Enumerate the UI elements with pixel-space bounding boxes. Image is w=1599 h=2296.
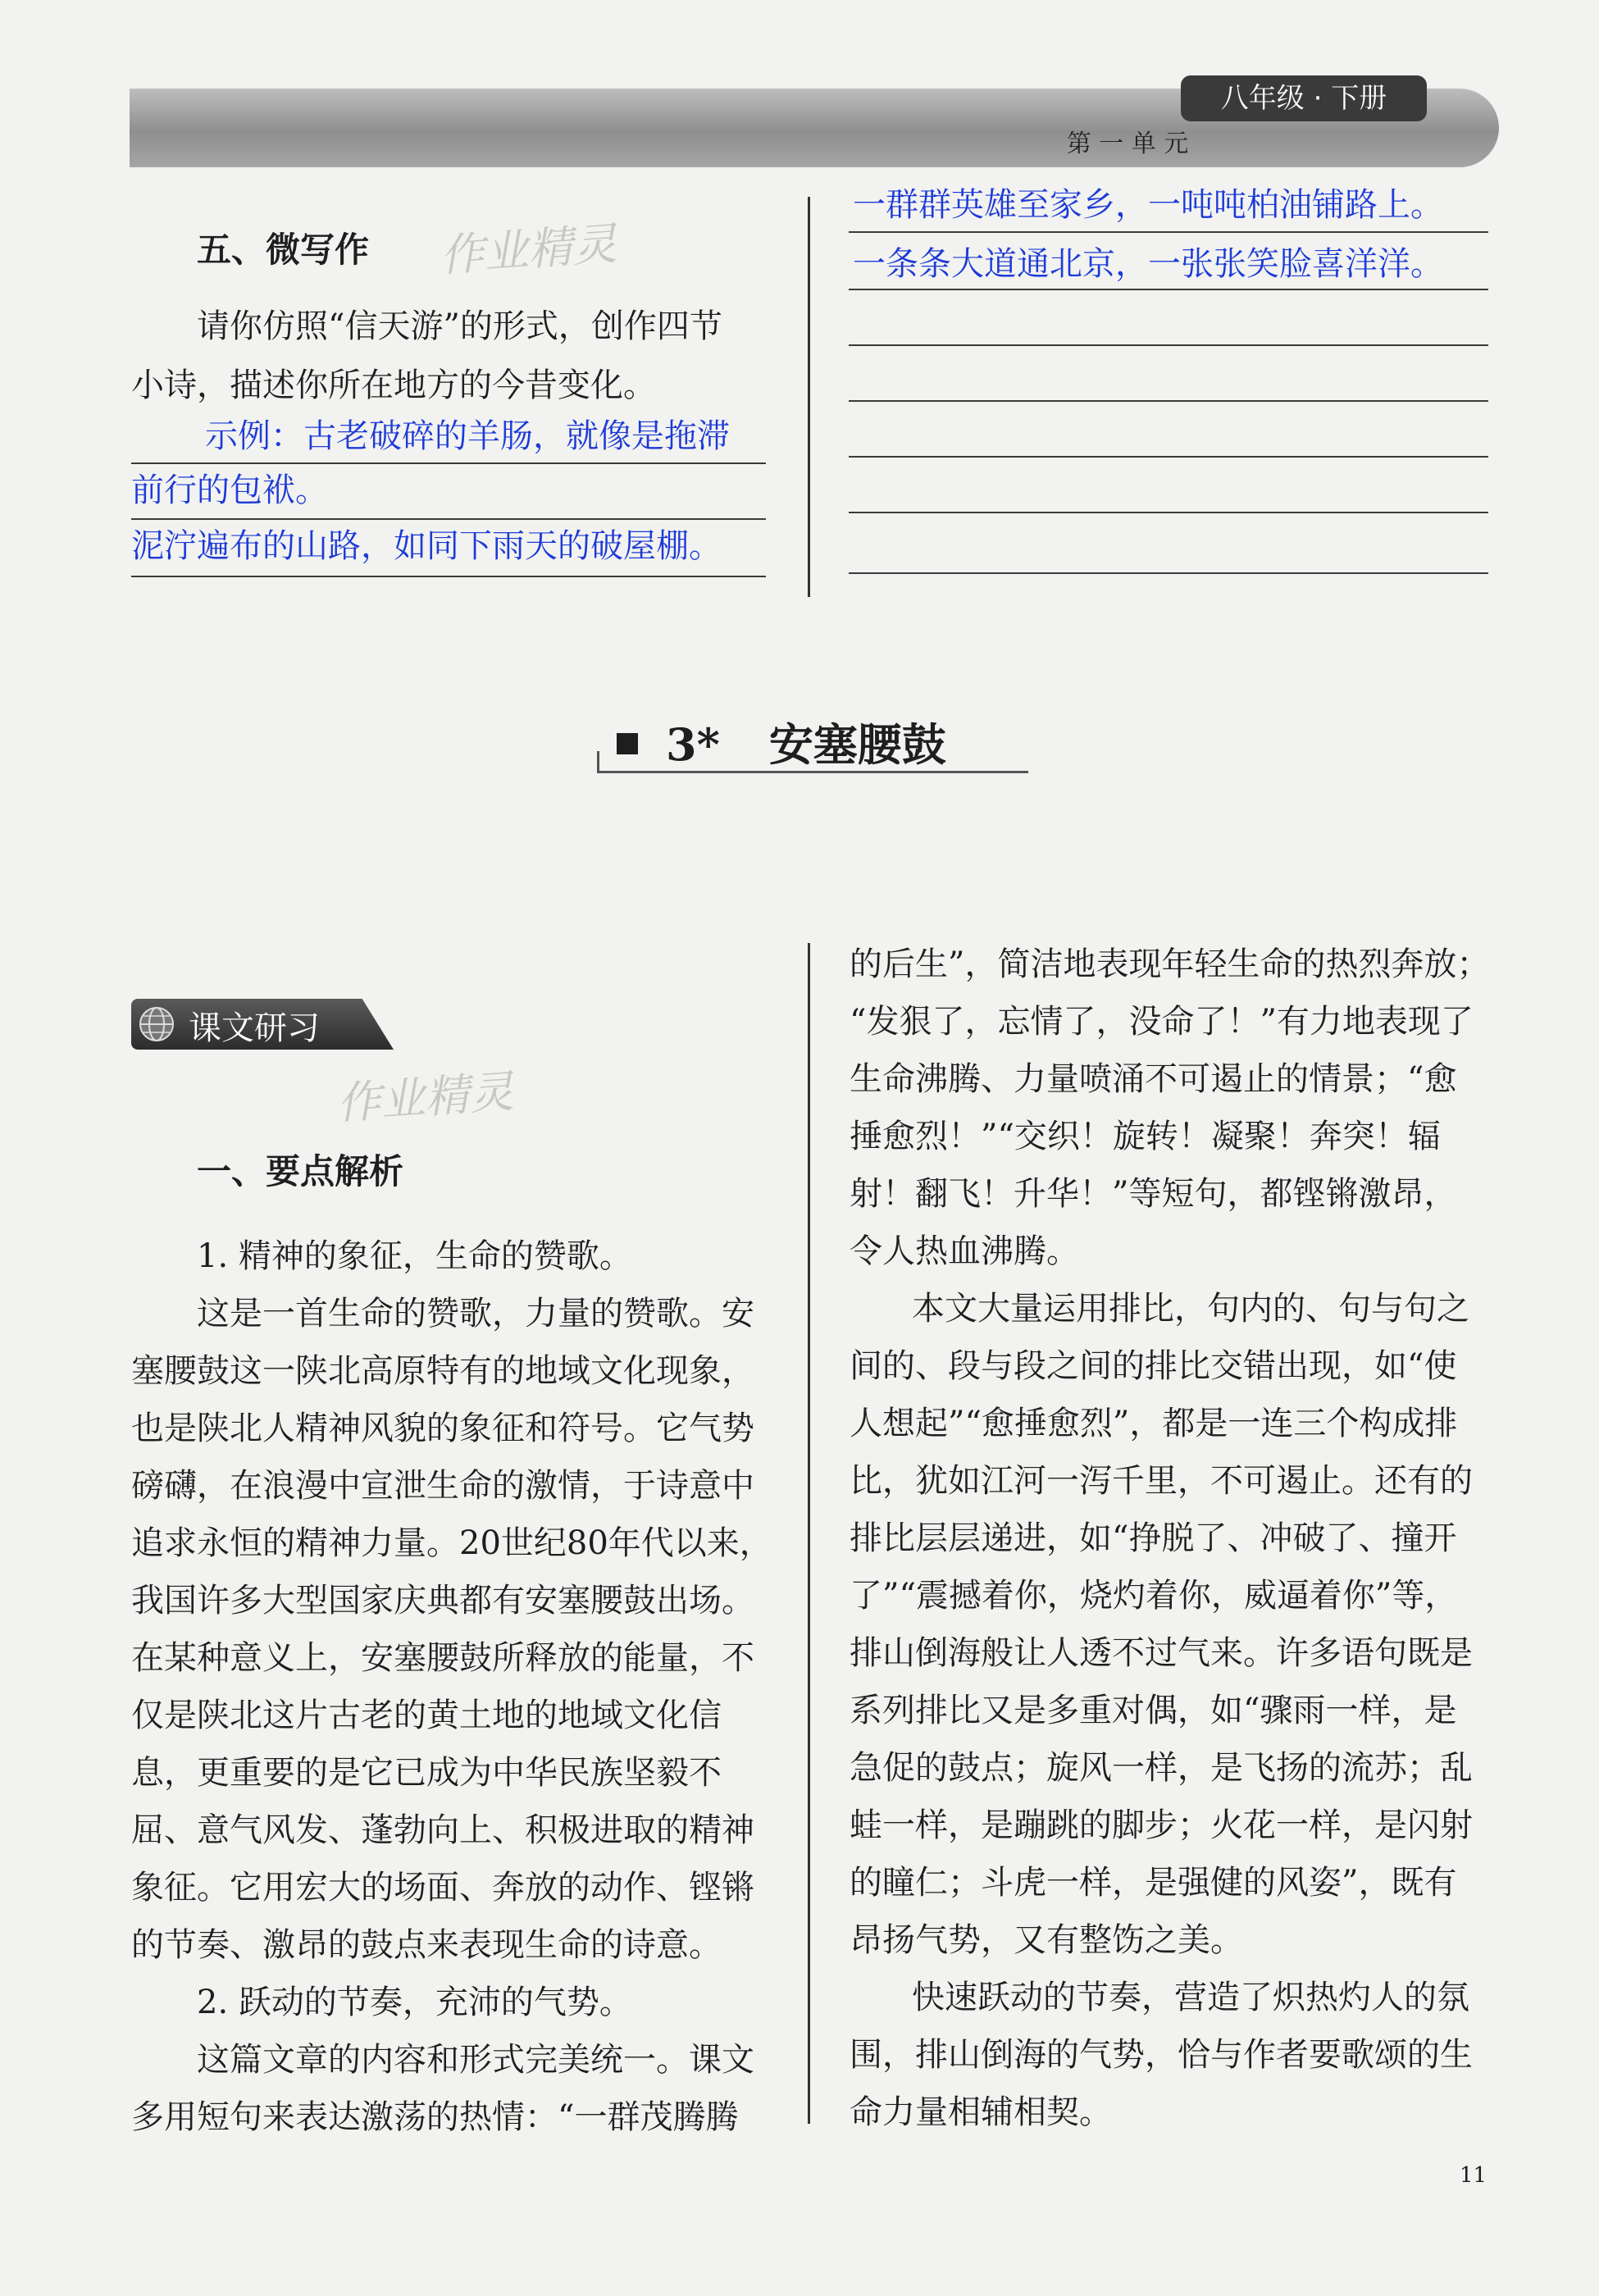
column-divider: [808, 197, 810, 597]
body-line: 急促的鼓点；旋风一样，是飞扬的流苏；乱: [850, 1749, 1473, 1787]
body-line: 象征。它用宏大的场面、奔放的动作、铿锵: [131, 1869, 754, 1906]
body-line: 塞腰鼓这一陕北高原特有的地域文化现象，: [131, 1352, 754, 1390]
body-line: 这是一首生命的赞歌，力量的赞歌。安: [197, 1295, 754, 1332]
body-line: 也是陕北人精神风貌的象征和符号。它气势: [131, 1410, 754, 1447]
body-line: 的瞳仁；斗虎一样，是强健的风姿”，既有: [850, 1864, 1457, 1902]
watermark: 作业精灵: [335, 1065, 516, 1130]
body-line: 令人热血沸腾。: [850, 1232, 1079, 1270]
grade-label: 八年级 · 下册: [1181, 75, 1427, 121]
answer-rule: [849, 289, 1488, 290]
title-square-icon: [617, 733, 638, 754]
answer-rule: [131, 576, 766, 577]
body-line: 1. 精神的象征，生命的赞歌。: [197, 1237, 632, 1275]
answer-rule: [131, 462, 766, 464]
title-underline: [597, 771, 1028, 773]
prompt-line: 请你仿照“信天游”的形式，创作四节: [197, 308, 722, 345]
body-line: 间的、段与段之间的排比交错出现，如“使: [850, 1347, 1457, 1385]
answer-rule: [849, 572, 1488, 574]
column-divider: [808, 943, 810, 2124]
body-line: 快速跃动的节奏，营造了炽热灼人的氛: [912, 1979, 1469, 2016]
body-line: 在某种意义上，安塞腰鼓所释放的能量，不: [131, 1639, 754, 1677]
unit-label: 第 一 单 元: [1066, 130, 1189, 158]
micro-writing-heading: 五、微写作: [197, 230, 370, 270]
body-line: 了”“震撼着你，烧灼着你，威逼着你”等，: [850, 1577, 1458, 1615]
title-tick: [597, 751, 599, 771]
body-line: 围，排山倒海的气势，恰与作者要歌颂的生: [850, 2036, 1473, 2074]
body-line: 蛙一样，是蹦跳的脚步；火花一样，是闪射: [850, 1806, 1473, 1844]
body-line: 系列排比又是多重对偶，如“骤雨一样，是: [850, 1692, 1457, 1729]
body-line: 射！翻飞！升华！”等短句，都铿锵激昂，: [850, 1175, 1457, 1213]
lesson-name: 安塞腰鼓: [768, 718, 946, 771]
answer-line: 一群群英雄至家乡，一吨吨柏油铺路上。: [853, 186, 1443, 224]
body-line: “发狠了，忘情了，没命了！”有力地表现了: [850, 1003, 1474, 1041]
answer-rule: [849, 512, 1488, 513]
body-line: 捶愈烈！”“交织！旋转！凝聚！奔突！辐: [850, 1118, 1441, 1155]
section-label: 课文研习: [189, 1009, 320, 1047]
body-line: 仅是陕北这片古老的黄土地的地域文化信: [131, 1697, 722, 1734]
answer-rule: [849, 400, 1488, 402]
page-number: 11: [1460, 2163, 1487, 2188]
answer-rule: [849, 344, 1488, 346]
answer-rule: [849, 456, 1488, 458]
body-line: 这篇文章的内容和形式完美统一。课文: [197, 2041, 754, 2079]
key-points-heading: 一、要点解析: [197, 1151, 404, 1191]
answer-line: 一条条大道通北京，一张张笑脸喜洋洋。: [853, 245, 1443, 283]
body-line: 我国许多大型国家庆典都有安塞腰鼓出场。: [131, 1582, 754, 1620]
lesson-title: [666, 710, 946, 773]
body-line: 生命沸腾、力量喷涌不可遏止的情景；“愈: [850, 1060, 1457, 1098]
lesson-number: 3*: [666, 718, 720, 771]
body-line: 本文大量运用排比，句内的、句与句之: [912, 1290, 1469, 1328]
prompt-line: 小诗，描述你所在地方的今昔变化。: [131, 367, 656, 404]
body-line: 比，犹如江河一泻千里，不可遏止。还有的: [850, 1462, 1473, 1500]
body-line: 磅礴，在浪漫中宣泄生命的激情，于诗意中: [131, 1467, 754, 1505]
body-line: 屈、意气风发、蓬勃向上、积极进取的精神: [131, 1811, 754, 1849]
globe-icon: [138, 1005, 175, 1043]
answer-rule: [131, 518, 766, 520]
body-line: 昂扬气势，又有整饬之美。: [850, 1921, 1243, 1959]
answer-line: 泥泞遍布的山路，如同下雨天的破屋棚。: [131, 527, 722, 565]
body-line: 排比层层递进，如“挣脱了、冲破了、撞开: [850, 1519, 1457, 1557]
answer-line: 前行的包袱。: [131, 472, 328, 509]
body-line: 息，更重要的是它已成为中华民族坚毅不: [131, 1754, 722, 1792]
answer-rule: [849, 231, 1488, 233]
body-line: 的后生”，简洁地表现年轻生命的热烈奔放；: [850, 945, 1490, 983]
body-line: 命力量相辅相契。: [850, 2093, 1112, 2131]
watermark: 作业精灵: [438, 217, 619, 282]
body-line: 多用短句来表达激荡的热情：“一群茂腾腾: [131, 2098, 739, 2136]
body-line: 的节奏、激昂的鼓点来表现生命的诗意。: [131, 1926, 722, 1964]
body-line: 人想起”“愈捶愈烈”，都是一连三个构成排: [850, 1405, 1458, 1442]
answer-line: 示例：古老破碎的羊肠，就像是拖滞: [205, 417, 730, 455]
body-line: 2. 跃动的节奏，充沛的气势。: [197, 1984, 632, 2021]
body-line: 追求永恒的精神力量。20世纪80年代以来，: [131, 1524, 772, 1562]
body-line: 排山倒海般让人透不过气来。许多语句既是: [850, 1634, 1473, 1672]
